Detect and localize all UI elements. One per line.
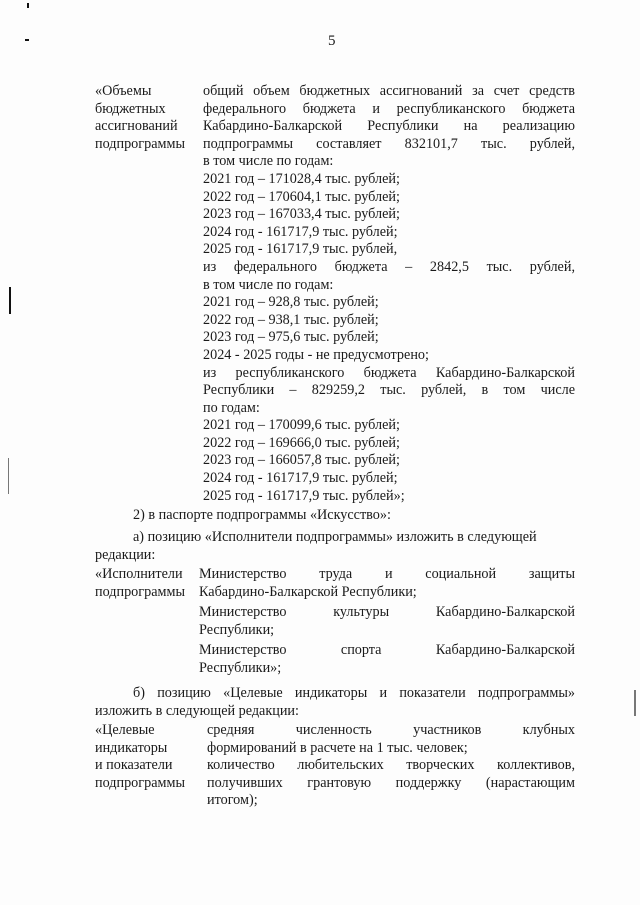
label-line: подпрограммы: [95, 583, 185, 600]
text-line: 2021 год – 170099,6 тыс. рублей;: [203, 417, 400, 434]
text-line: Кабардино-Балкарской Республики на реализацию: [203, 118, 575, 135]
text-line: средняя численность участников клубных: [207, 722, 575, 738]
text-line: получивших грантовую поддержку (нарастающим: [207, 774, 575, 791]
label-line: «Целевые: [95, 722, 155, 738]
scan-mark-left-2: [8, 458, 9, 494]
text-line: 2025 год - 161717,9 тыс. рублей,: [203, 241, 398, 258]
text-line: формирований в расчете на 1 тыс. человек;: [207, 739, 468, 756]
scan-mark-top: [27, 3, 29, 8]
label-line: ассигнований: [95, 118, 178, 135]
label-line: и показатели: [95, 757, 173, 774]
label-line: подпрограммы: [95, 135, 185, 152]
text-line: 2022 год – 938,1 тыс. рублей;: [203, 311, 379, 328]
label-line: индикаторы: [95, 739, 168, 756]
budget-volume-text: [203, 83, 575, 505]
executors-text: [199, 566, 575, 678]
budget-volume-label: [95, 83, 185, 153]
label-line: «Объемы: [95, 83, 152, 99]
text-line: редакции:: [95, 546, 156, 563]
text-line: 2021 год – 171028,4 тыс. рублей;: [203, 170, 400, 187]
text-line: 2024 год - 161717,9 тыс. рублей;: [203, 223, 398, 240]
text-line: итогом);: [207, 792, 258, 809]
executors-label: [95, 566, 185, 601]
scan-mark-left: [9, 287, 11, 314]
text-line: Кабардино-Балкарской Республики;: [199, 583, 417, 600]
paragraph-2b: [95, 685, 575, 720]
target-indicators-label: [95, 722, 185, 792]
label-line: «Исполнители: [95, 566, 183, 582]
scan-mark-right: [634, 690, 636, 716]
text-line: 2023 год – 167033,4 тыс. рублей;: [203, 206, 400, 223]
text-line: Министерство культуры Кабардино-Балкарской: [199, 604, 575, 621]
text-line: подпрограммы составляет 832101,7 тыс. рублей,: [203, 135, 575, 152]
paragraph-2a: [95, 529, 575, 564]
text-line: 2022 год – 169666,0 тыс. рублей;: [203, 434, 400, 451]
text-line: Республики»;: [199, 659, 282, 676]
text-line: 2024 - 2025 годы - не предусмотрено;: [203, 346, 429, 363]
target-indicators-text: [207, 722, 575, 810]
text-line: 2023 год – 166057,8 тыс. рублей;: [203, 452, 400, 469]
text-line: 2021 год – 928,8 тыс. рублей;: [203, 294, 379, 311]
label-line: бюджетных: [95, 100, 166, 117]
page-number: 5: [328, 33, 336, 49]
text-line: а) позицию «Исполнители подпрограммы» изложить в следующей: [133, 529, 537, 545]
text-line: Министерство труда и социальной защиты: [199, 566, 575, 582]
text-line: по годам:: [203, 399, 260, 416]
text-line: из федерального бюджета – 2842,5 тыс. рублей,: [203, 258, 575, 275]
text-line: Министерство спорта Кабардино-Балкарской: [199, 642, 575, 659]
text-line: б) позицию «Целевые индикаторы и показатели подпрограммы»: [133, 685, 575, 701]
text-line: в том числе по годам:: [203, 276, 334, 293]
label-line: подпрограммы: [95, 774, 185, 791]
text-line: 2023 год – 975,6 тыс. рублей;: [203, 329, 379, 346]
text-line: федерального бюджета и республиканского бюджета: [203, 100, 575, 117]
paragraph-2: 2) в паспорте подпрограммы «Искусство»:: [133, 507, 391, 523]
text-line: 2024 год - 161717,9 тыс. рублей;: [203, 470, 398, 487]
text-line: общий объем бюджетных ассигнований за счет средств: [203, 83, 575, 99]
text-line: 2022 год – 170604,1 тыс. рублей;: [203, 188, 400, 205]
scan-mark-top-2: [25, 39, 29, 41]
text-line: в том числе по годам:: [203, 153, 334, 170]
text-line: изложить в следующей редакции:: [95, 702, 299, 719]
text-line: 2025 год - 161717,9 тыс. рублей»;: [203, 487, 405, 504]
text-line: Республики;: [199, 621, 275, 638]
text-line: из республиканского бюджета Кабардино-Балкарской: [203, 364, 575, 381]
text-line: количество любительских творческих коллективов,: [207, 757, 575, 774]
text-line: Республики – 829259,2 тыс. рублей, в том числе: [203, 382, 575, 399]
